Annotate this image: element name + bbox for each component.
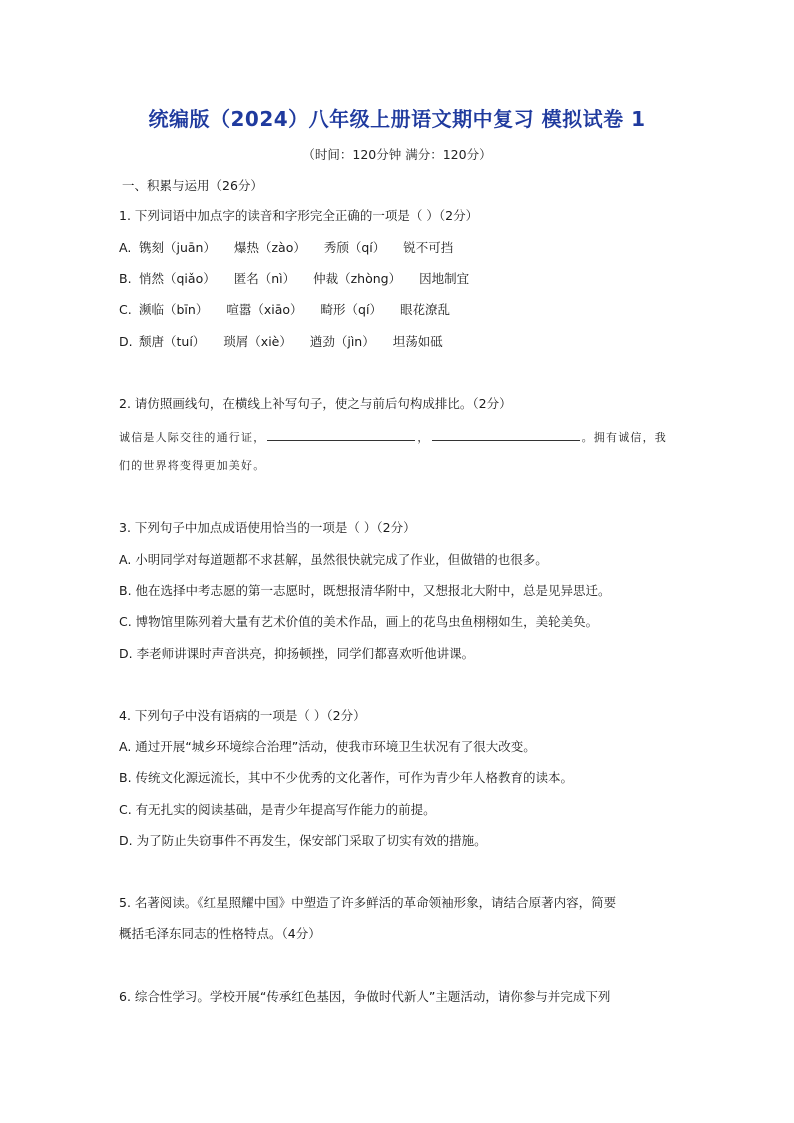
question-4-option-d: D. 为了防止失窃事件不再发生，保安部门采取了切实有效的措施。 — [119, 833, 487, 848]
question-5-line-2: 概括毛泽东同志的性格特点。（4分） — [119, 926, 321, 941]
option-word: 因地制宜 — [419, 271, 470, 286]
option-word: 爆热（zào） — [233, 240, 306, 255]
exam-info: （时间：120分钟 满分：120分） — [302, 147, 492, 162]
question-4-option-a: A. 通过开展“城乡环境综合治理”活动，使我市环境卫生状况有了很大改变。 — [119, 739, 536, 754]
option-word: 镌刻（juān） — [139, 240, 216, 255]
question-2-sentence — [119, 428, 667, 446]
question-4-option-b: B. 传统文化源远流长，其中不少优秀的文化著作，可作为青少年人格教育的读本。 — [119, 770, 574, 785]
question-2-sentence-cont: 们的世界将变得更加美好。 — [119, 459, 266, 472]
sentence-prefix: 诚信是人际交往的通行证， — [119, 431, 266, 444]
question-3-option-a: A. 小明同学对每道题都不求甚解，虽然很快就完成了作业，但做错的也很多。 — [119, 552, 548, 567]
option-word: 琐屑（xiè） — [223, 334, 292, 349]
page-title: 统编版（2024）八年级上册语文期中复习 模拟试卷 1 — [148, 107, 646, 131]
question-1-option-b — [119, 271, 487, 287]
question-3-option-b: B. 他在选择中考志愿的第一志愿时，既想报清华附中，又想报北大附中，总是见异思迁。 — [119, 583, 611, 598]
sentence-suffix: 。拥有诚信，我 — [581, 431, 668, 444]
question-1-stem: 1. 下列词语中加点字的读音和字形完全正确的一项是（ ）（2分） — [119, 208, 479, 223]
option-word: 仲裁（zhòng） — [313, 271, 402, 286]
question-6-line-1: 6. 综合性学习。学校开展“传承红色基因，争做时代新人”主题活动，请你参与并完成下列 — [119, 989, 611, 1004]
question-3-option-d: D. 李老师讲课时声音洪亮，抑扬顿挫，同学们都喜欢听他讲课。 — [119, 646, 475, 661]
option-word: 悄然（qiǎo） — [139, 271, 216, 286]
option-label: B. — [119, 271, 132, 286]
question-1-option-c — [119, 302, 468, 318]
question-2-stem: 2. 请仿照画线句，在横线上补写句子，使之与前后句构成排比。（2分） — [119, 396, 512, 411]
option-word: 濒临（bīn） — [139, 302, 209, 317]
question-4-option-c: C. 有无扎实的阅读基础，是青少年提高写作能力的前提。 — [119, 802, 436, 817]
option-word: 喧嚣（xiāo） — [226, 302, 303, 317]
option-word: 眼花潦乱 — [399, 302, 450, 317]
option-label: D. — [119, 334, 133, 349]
option-word: 锐不可挡 — [403, 240, 454, 255]
option-word: 遒劲（jìn） — [309, 334, 375, 349]
option-label: A. — [119, 240, 132, 255]
option-label: C. — [119, 302, 132, 317]
question-4-stem: 4. 下列句子中没有语病的一项是（ ）（2分） — [119, 708, 366, 723]
question-5-line-1: 5. 名著阅读。《红星照耀中国》中塑造了许多鲜活的革命领袖形象，请结合原著内容，简要 — [119, 895, 617, 910]
option-word: 颓唐（tuí） — [139, 334, 206, 349]
question-3-stem: 3. 下列句子中加点成语使用恰当的一项是（ ）（2分） — [119, 520, 416, 535]
question-1-option-d — [119, 334, 461, 350]
option-word: 坦荡如砥 — [392, 334, 443, 349]
answer-blank-2[interactable] — [432, 428, 580, 441]
section-heading: 一、积累与运用（26分） — [122, 178, 263, 193]
option-word: 秀颀（qí） — [323, 240, 386, 255]
question-1-option-a — [119, 240, 471, 256]
sentence-mid: ， — [417, 431, 430, 444]
question-3-option-c: C. 博物馆里陈列着大量有艺术价值的美术作品，画上的花鸟虫鱼栩栩如生，美轮美奂。 — [119, 614, 599, 629]
option-word: 畸形（qí） — [320, 302, 382, 317]
answer-blank-1[interactable] — [267, 428, 415, 441]
option-word: 匿名（nì） — [233, 271, 296, 286]
